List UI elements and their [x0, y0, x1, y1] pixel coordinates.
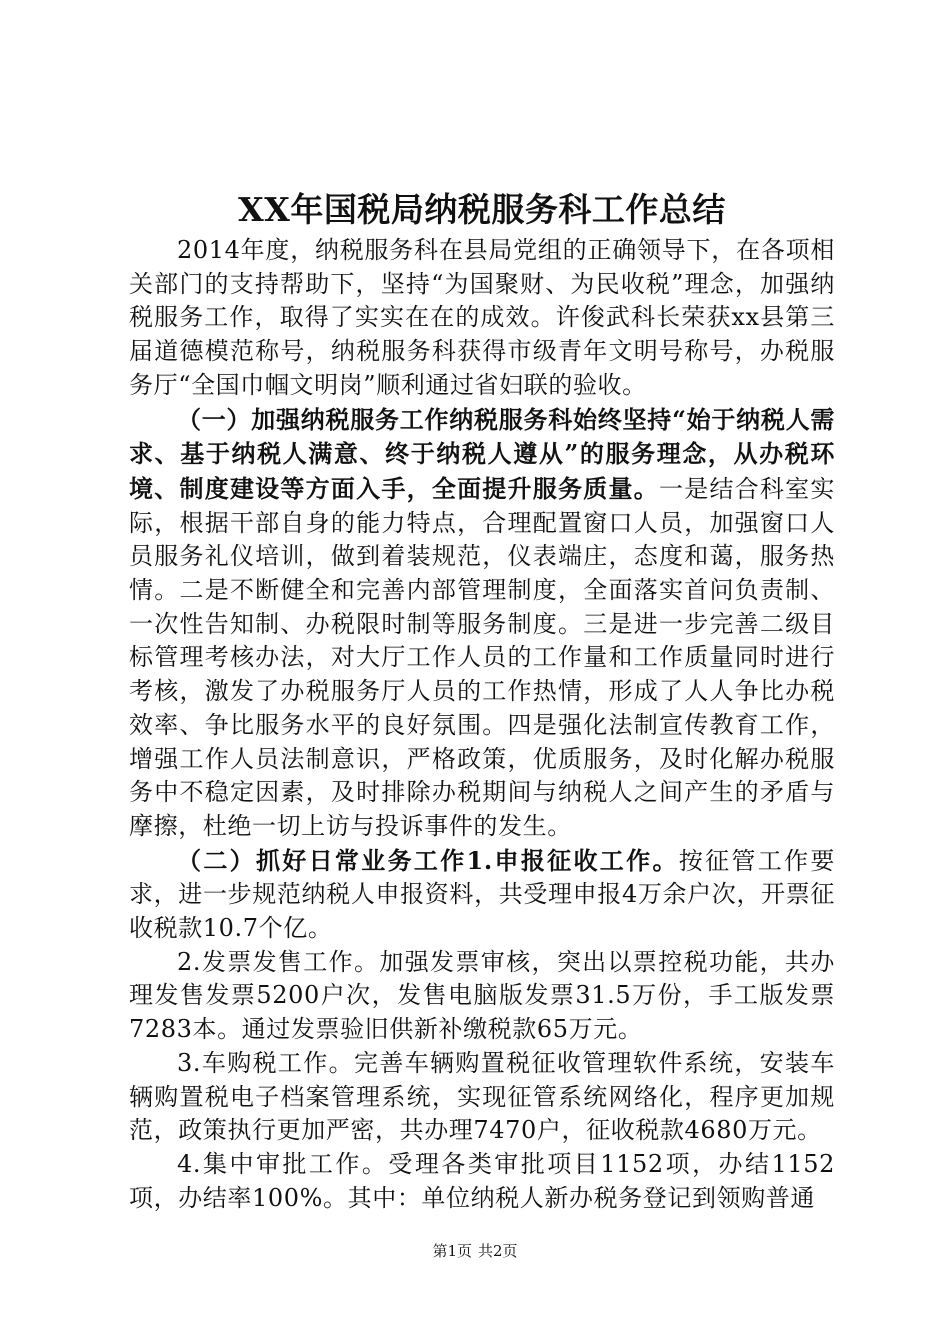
section-heading: （一）加强纳税服务工作纳税服务科始终坚持“始于纳税人需求、基于纳税人满意、终于纳税人遵从”的服务理念，从办税环境、制度建设等方面入手，全面提升服务质量。 [129, 404, 835, 503]
paragraph-text: 2.发票发售工作。加强发票审核，突出以票控税功能，共办理发售发票5200户次，发售电脑版发票31.5万份，手工版发票7283本。通过发票验旧供新补缴税款65万元。 [129, 947, 835, 1044]
document-title: XX年国税局纳税服务科工作总结 [238, 190, 726, 229]
page-number: 第1页 [432, 1242, 472, 1260]
page-total: 共2页 [478, 1242, 518, 1260]
page-footer [0, 1241, 950, 1261]
paragraph-section-1 [129, 403, 835, 844]
paragraph-text: 2014年度，纳税服务科在县局党组的正确领导下，在各项相关部门的支持帮助下，坚持“为国聚财、为民收税”理念，加强纳税服务工作，取得了实实在在的成效。许俊武科长荣获xx县第三届道德模范称号，纳税服务科获得市级青年文明号称号，办税服务厅“全国巾帼文明岗”顺利通过省妇联的验收。 [129, 236, 835, 399]
paragraph-intro [129, 234, 835, 403]
paragraph-section-2 [129, 844, 835, 946]
paragraph-approval [129, 1148, 835, 1215]
document-page [129, 188, 835, 1215]
paragraph-text: 按征管工作要求，进一步规范纳税人申报资料，共受理申报4万余户次，开票征收税款10.7个亿。 [129, 846, 835, 943]
paragraph-text: 4.集中审批工作。受理各类审批项目1152项，办结1152项，办结率100%。其中：单位纳税人新办税务登记到领购普通 [129, 1149, 835, 1212]
paragraph-text: 3.车购税工作。完善车辆购置税征收管理软件系统，安装车辆购置税电子档案管理系统，实现征管系统网络化，程序更加规范，政策执行更加严密，共办理7470户，征收税款4680万元。 [129, 1048, 835, 1145]
paragraph-text: 一是结合科室实际，根据干部自身的能力特点，合理配置窗口人员，加强窗口人员服务礼仪培训，做到着装规范，仪表端庄，态度和蔼，服务热情。二是不断健全和完善内部管理制度，全面落实首问负责制、一次性告知制、办税限时制等服务制度。三是进一步完善二级目标管理考核办法，对大厅工作人员的工作量和工作质量同时进行考核，激发了办税服务厅人员的工作热情，形成了人人争比办税效率、争比服务水平的良好氛围。四是强化法制宣传教育工作，增强工作人员法制意识，严格政策，优质服务，及时化解办税服务中不稳定因素，及时排除办税期间与纳税人之间产生的矛盾与摩擦，杜绝一切上访与投诉事件的发生。 [129, 474, 835, 840]
section-heading: （二）抓好日常业务工作1.申报征收工作。 [177, 845, 679, 875]
paragraph-vehicle-tax [129, 1047, 835, 1148]
paragraph-invoice [129, 946, 835, 1047]
